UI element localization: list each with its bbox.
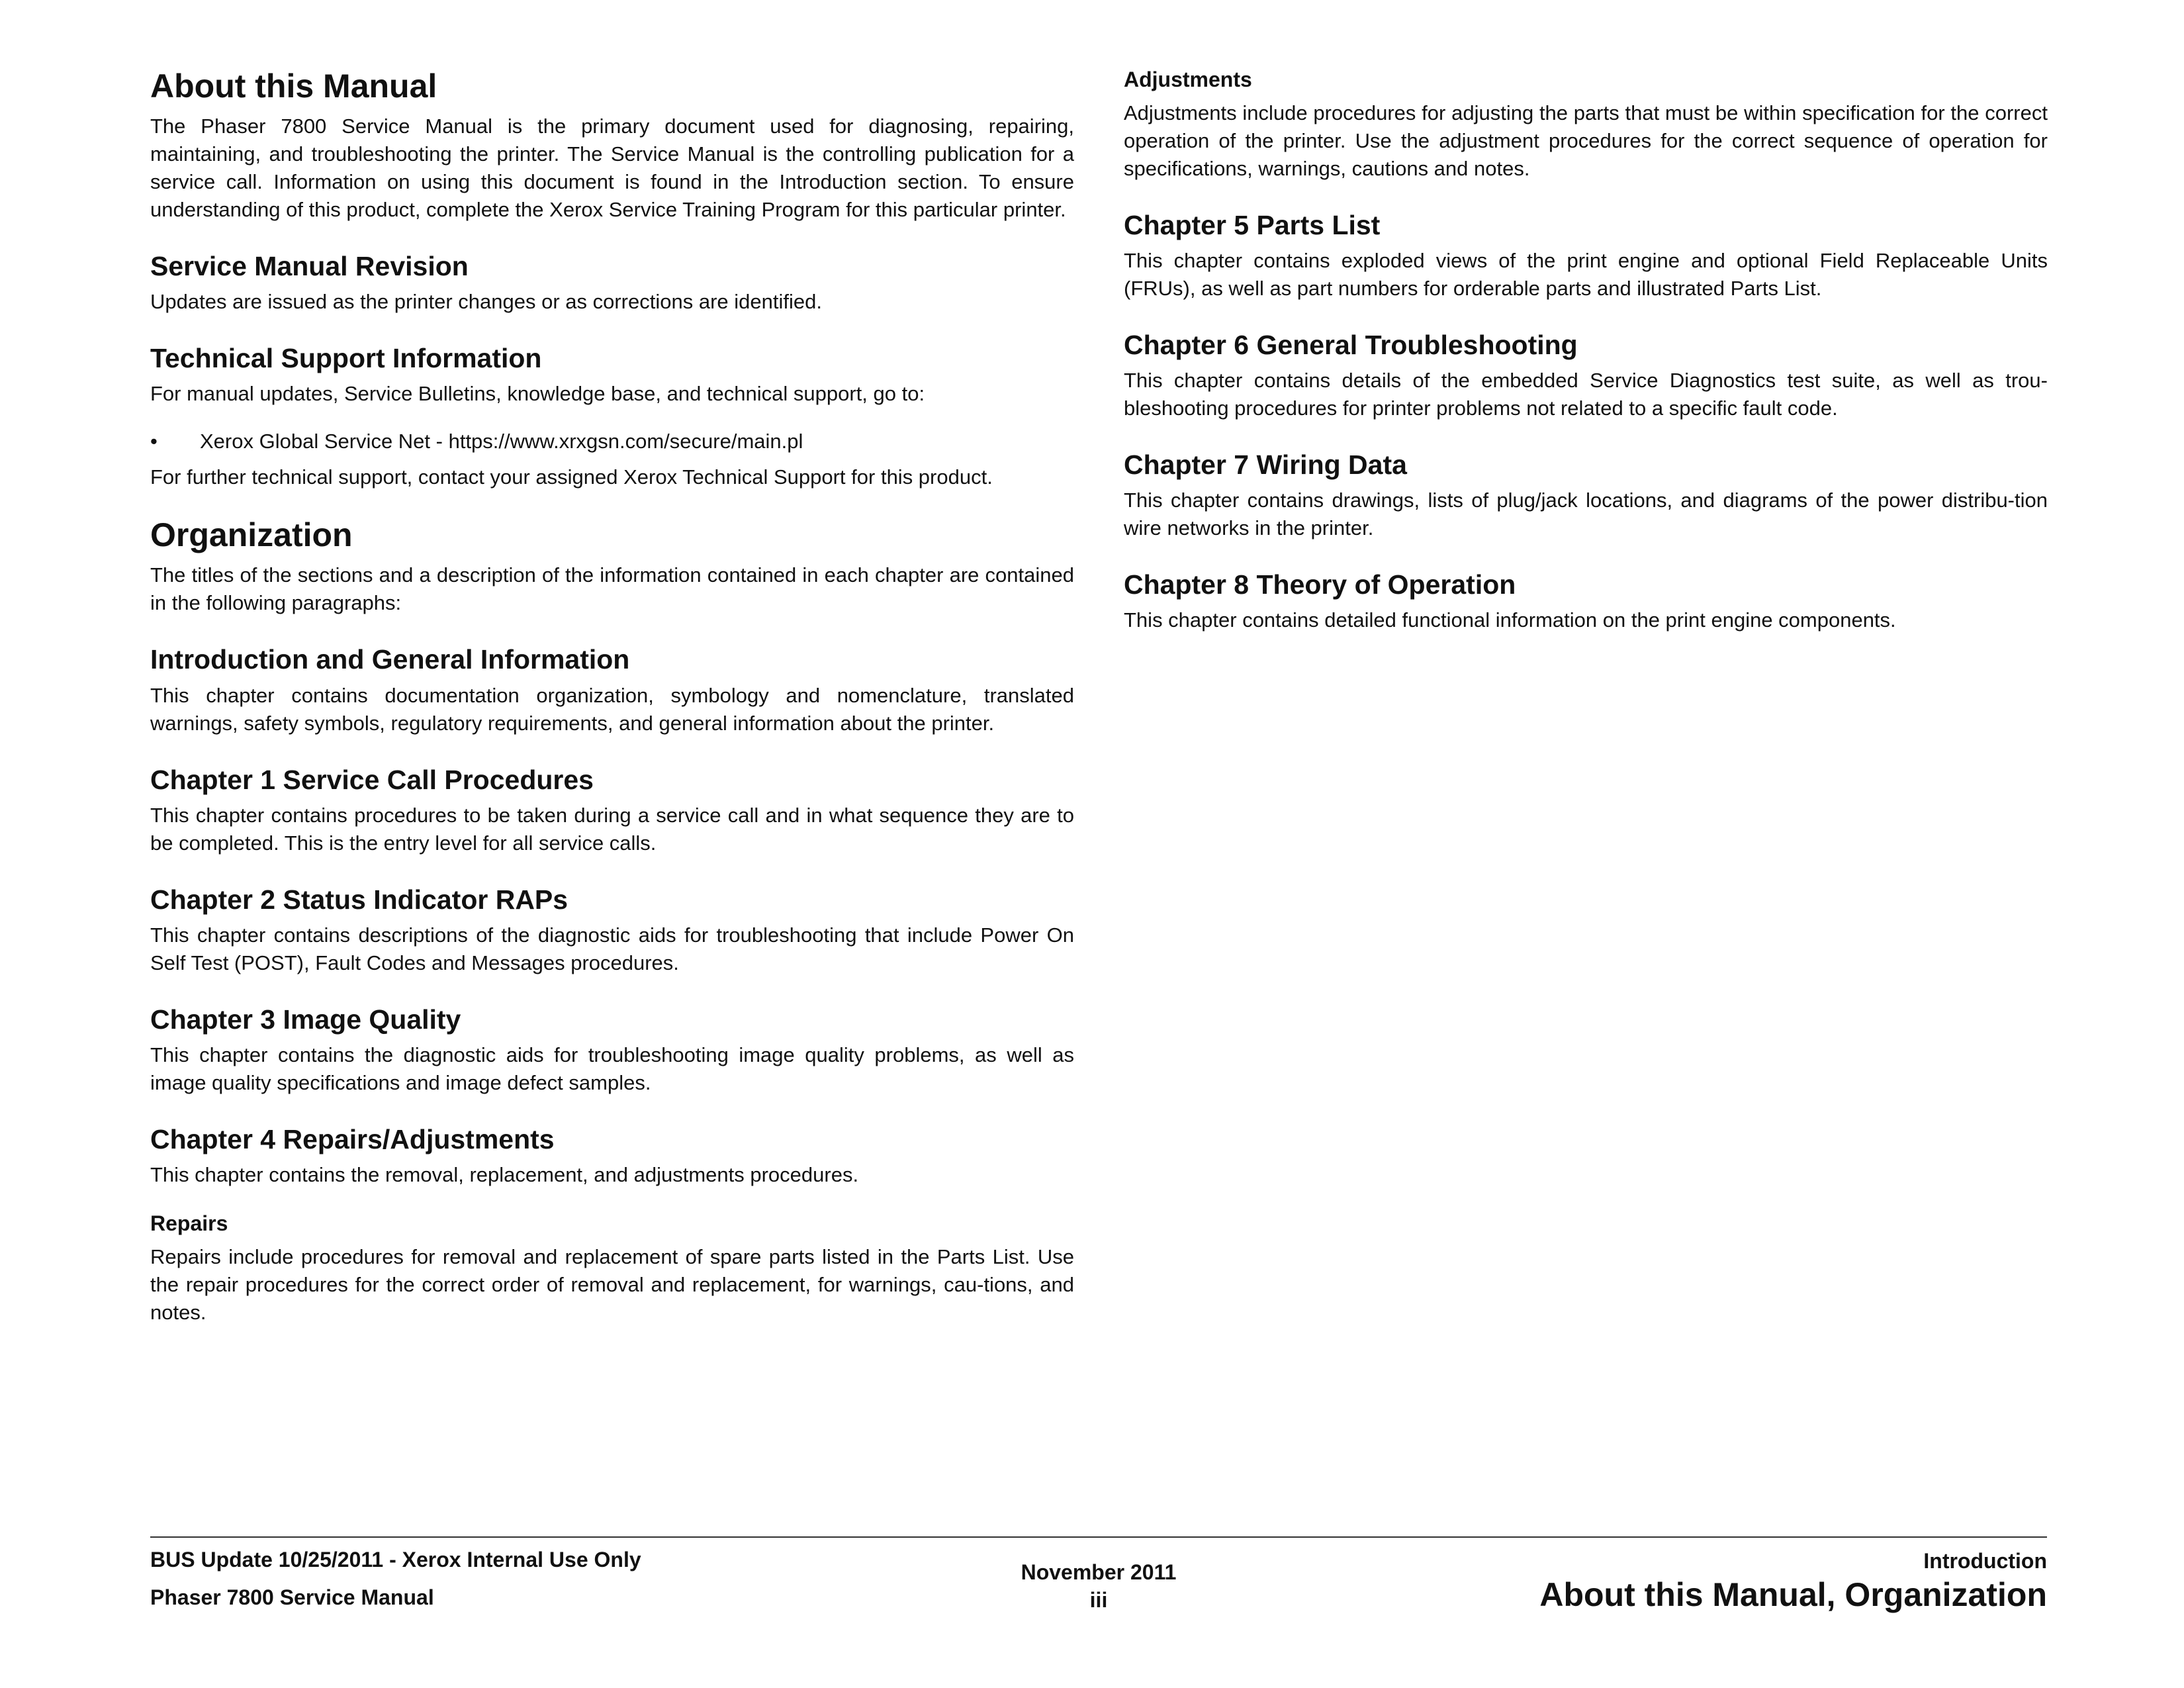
chapter8-paragraph: This chapter contains detailed functional information on the print engine components.	[1124, 608, 1896, 632]
list-item	[150, 428, 1074, 455]
chapter1-heading: Chapter 1 Service Call Procedures	[150, 764, 594, 795]
repairs-heading: Repairs	[150, 1211, 228, 1236]
footer-manual-name: Phaser 7800 Service Manual	[150, 1585, 434, 1609]
chapter1-paragraph: This chapter contains procedures to be taken during a service call and in what sequence they are to be completed. This is the entry level for all service calls.	[150, 803, 1074, 855]
support-paragraph: For manual updates, Service Bulletins, knowledge base, and technical support, go to:	[150, 382, 925, 406]
chapter6-heading: Chapter 6 General Troubleshooting	[1124, 329, 1578, 360]
page-number: iii	[1089, 1588, 1108, 1612]
footer-bus-update: BUS Update 10/25/2011 - Xerox Internal Use Only	[150, 1548, 641, 1571]
chapter4-paragraph: This chapter contains the removal, replacement, and adjustments procedures.	[150, 1163, 859, 1187]
footer-date: November 2011	[1021, 1560, 1177, 1584]
footer-center	[993, 1558, 1205, 1614]
adjustments-paragraph: Adjustments include procedures for adjusting the parts that must be within specification for the correct operation of the printer. Use the adjustment procedures for the correct sequence of operation for specifications, warnings, cautions and notes.	[1124, 101, 2048, 180]
revision-paragraph: Updates are issued as the printer changes or as corrections are identified.	[150, 290, 822, 314]
adjustments-heading: Adjustments	[1124, 68, 1252, 91]
chapter4-heading: Chapter 4 Repairs/Adjustments	[150, 1124, 555, 1155]
footer-divider	[150, 1536, 2047, 1538]
chapter2-paragraph: This chapter contains descriptions of the diagnostic aids for troubleshooting that include Power On Self Test (POST), Fault Codes and Messages procedures.	[150, 923, 1074, 974]
footer-page-title: About this Manual, Organization	[1539, 1576, 2047, 1613]
support-contact-paragraph: For further technical support, contact your assigned Xerox Technical Support for this product.	[150, 465, 993, 489]
chapter7-paragraph: This chapter contains drawings, lists of plug/jack locations, and diagrams of the power distribu-tion wire networks in the printer.	[1124, 489, 2048, 540]
organization-paragraph: The titles of the sections and a description of the information contained in each chapter are contained in the following paragraphs:	[150, 563, 1074, 615]
gsn-link-text: Xerox Global Service Net - https://www.xrxgsn.com/secure/main.pl	[200, 430, 803, 453]
about-heading: About this Manual	[150, 68, 437, 105]
chapter5-heading: Chapter 5 Parts List	[1124, 209, 1381, 240]
intro-heading: Introduction and General Information	[150, 644, 630, 675]
support-heading: Technical Support Information	[150, 343, 542, 374]
revision-heading: Service Manual Revision	[150, 251, 469, 281]
chapter3-paragraph: This chapter contains the diagnostic aids for troubleshooting image quality problems, as well as image quality specifications and image defect samples.	[150, 1043, 1074, 1095]
chapter7-heading: Chapter 7 Wiring Data	[1124, 449, 1407, 480]
chapter6-paragraph: This chapter contains details of the embedded Service Diagnostics test suite, as well as trou-bleshooting procedures for printer problems not related to a specific fault code.	[1124, 368, 2048, 420]
bullet-icon: •	[150, 430, 158, 453]
support-list	[150, 428, 1074, 455]
repairs-paragraph: Repairs include procedures for removal and replacement of spare parts listed in the Parts List. Use the repair procedures for the correct order of removal and replacement, for warnings, cau-tions, and notes.	[150, 1244, 1074, 1324]
chapter3-heading: Chapter 3 Image Quality	[150, 1004, 461, 1035]
left-column	[150, 66, 1074, 1335]
chapter2-heading: Chapter 2 Status Indicator RAPs	[150, 884, 569, 915]
intro-paragraph: This chapter contains documentation organization, symbology and nomenclature, translated warnings, safety symbols, regulatory requirements, and general information about the printer.	[150, 683, 1074, 735]
chapter8-heading: Chapter 8 Theory of Operation	[1124, 569, 1516, 600]
organization-heading: Organization	[150, 516, 353, 554]
right-column	[1124, 66, 2048, 642]
chapter5-paragraph: This chapter contains exploded views of the print engine and optional Field Replaceable Units (FRUs), as well as part numbers for orderable parts and illustrated Parts List.	[1124, 248, 2048, 300]
footer-section: Introduction	[1923, 1549, 2047, 1573]
about-paragraph: The Phaser 7800 Service Manual is the primary document used for diagnosing, repairing, maintaining, and troubleshooting the printer. The Service Manual is the controlling publication for a service call. Information on using this document is found in the Introduction section. To ensure understanding of this product, complete the Xerox Service Training Program for this particular printer.	[150, 115, 1074, 221]
